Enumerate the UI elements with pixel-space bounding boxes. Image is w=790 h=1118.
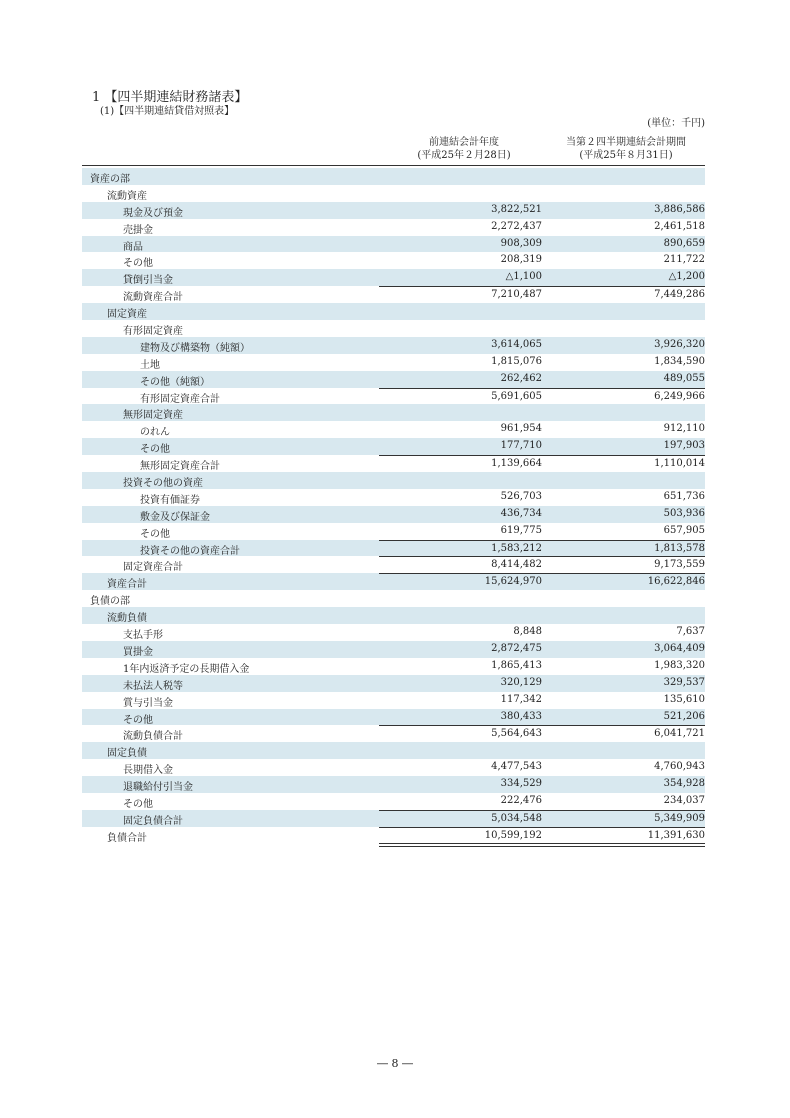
current-period-value: 16,622,846 bbox=[647, 576, 705, 588]
current-period-value: 5,349,909 bbox=[654, 812, 705, 824]
header-divider bbox=[82, 165, 705, 166]
table-row bbox=[82, 236, 705, 253]
prior-year-value: 3,822,521 bbox=[491, 203, 542, 215]
row-label: 負債合計 bbox=[107, 832, 147, 844]
prior-year-value: 222,476 bbox=[500, 794, 542, 806]
row-label: 有形固定資産合計 bbox=[140, 393, 220, 405]
table-row bbox=[82, 810, 705, 827]
row-label: その他 bbox=[123, 258, 153, 270]
table-row bbox=[82, 388, 705, 405]
section-heading: 1 【四半期連結財務諸表】 bbox=[92, 90, 248, 105]
table-row bbox=[82, 506, 705, 523]
row-label: 固定負債合計 bbox=[123, 815, 183, 827]
subtotal-rule bbox=[542, 725, 705, 726]
table-subheading: (1)【四半期連結貸借対照表】 bbox=[100, 106, 235, 117]
table-row bbox=[82, 573, 705, 590]
row-label: 建物及び構築物（純額） bbox=[140, 342, 250, 354]
current-period-value: 3,064,409 bbox=[654, 642, 705, 654]
current-period-value: 329,537 bbox=[663, 676, 705, 688]
prior-year-value: 15,624,970 bbox=[484, 576, 542, 588]
current-period-value: 9,173,559 bbox=[654, 559, 705, 571]
row-label: 敷金及び保証金 bbox=[140, 511, 210, 523]
table-row bbox=[82, 303, 705, 320]
row-label: 貸倒引当金 bbox=[123, 275, 173, 287]
current-period-value: 521,206 bbox=[663, 710, 705, 722]
table-row bbox=[82, 709, 705, 726]
row-label: その他 bbox=[140, 528, 170, 540]
column-header-prior-date: (平成25年２月28日) bbox=[417, 150, 511, 161]
prior-year-value: 1,583,212 bbox=[491, 542, 542, 554]
prior-year-value: 10,599,192 bbox=[484, 829, 542, 841]
table-row bbox=[82, 286, 705, 303]
row-label: その他 bbox=[140, 444, 170, 456]
table-row bbox=[82, 371, 705, 388]
row-label: その他（純額） bbox=[140, 376, 210, 388]
table-row bbox=[82, 404, 705, 421]
table-row bbox=[82, 320, 705, 337]
row-label: 負債の部 bbox=[90, 596, 130, 608]
row-label: 流動負債合計 bbox=[123, 731, 183, 743]
current-period-value: 7,449,286 bbox=[654, 289, 705, 301]
table-row bbox=[82, 540, 705, 557]
subtotal-rule bbox=[542, 556, 705, 557]
table-row bbox=[82, 421, 705, 438]
table-row bbox=[82, 556, 705, 573]
row-label: 流動資産 bbox=[107, 190, 147, 202]
table-row bbox=[82, 252, 705, 269]
column-header-current-title: 当第２四半期連結会計期間 bbox=[566, 137, 686, 148]
prior-year-value: 908,309 bbox=[500, 237, 542, 249]
row-label: 長期借入金 bbox=[123, 765, 173, 777]
table-row bbox=[82, 202, 705, 219]
table-row bbox=[82, 692, 705, 709]
subtotal-rule bbox=[542, 286, 705, 287]
subtotal-rule bbox=[542, 540, 705, 541]
row-label: 固定負債 bbox=[107, 748, 147, 760]
table-row bbox=[82, 759, 705, 776]
table-row bbox=[82, 185, 705, 202]
current-period-value: 651,736 bbox=[663, 490, 705, 502]
row-label: 賞与引当金 bbox=[123, 697, 173, 709]
current-period-value: 6,249,966 bbox=[654, 390, 705, 402]
current-period-value: 3,886,586 bbox=[654, 203, 705, 215]
current-period-value: 11,391,630 bbox=[647, 829, 705, 841]
row-label: 現金及び預金 bbox=[123, 207, 183, 219]
subtotal-rule bbox=[542, 827, 705, 828]
current-period-value: 197,903 bbox=[663, 440, 705, 452]
row-label: 流動負債 bbox=[107, 613, 147, 625]
current-period-value: 890,659 bbox=[663, 237, 705, 249]
row-label: 投資その他の資産合計 bbox=[140, 545, 240, 557]
current-period-value: 234,037 bbox=[663, 794, 705, 806]
table-row bbox=[82, 624, 705, 641]
current-period-value: 1,983,320 bbox=[654, 659, 705, 671]
subtotal-rule bbox=[542, 810, 705, 811]
current-period-value: 354,928 bbox=[663, 778, 705, 790]
subtotal-rule bbox=[379, 455, 542, 456]
current-period-value: 657,905 bbox=[663, 524, 705, 536]
table-row bbox=[82, 472, 705, 489]
total-double-rule bbox=[542, 843, 705, 847]
prior-year-value: 1,139,664 bbox=[491, 458, 542, 470]
row-label: 1年内返済予定の長期借入金 bbox=[123, 663, 250, 675]
prior-year-value: 262,462 bbox=[500, 372, 542, 384]
table-row bbox=[82, 489, 705, 506]
prior-year-value: 1,865,413 bbox=[491, 659, 542, 671]
table-row bbox=[82, 354, 705, 371]
page-number: ― 8 ― bbox=[377, 1057, 413, 1070]
subtotal-rule bbox=[379, 810, 542, 811]
table-row bbox=[82, 219, 705, 236]
row-label: 固定資産合計 bbox=[123, 562, 183, 574]
table-row bbox=[82, 438, 705, 455]
row-label: 商品 bbox=[123, 241, 143, 253]
table-row bbox=[82, 523, 705, 540]
table-row bbox=[82, 337, 705, 354]
prior-year-value: 7,210,487 bbox=[491, 289, 542, 301]
current-period-value: 1,834,590 bbox=[654, 355, 705, 367]
prior-year-value: 526,703 bbox=[500, 490, 542, 502]
subtotal-rule bbox=[379, 556, 542, 557]
column-header-current-date: (平成25年８月31日) bbox=[579, 150, 673, 161]
row-label: 売掛金 bbox=[123, 224, 153, 236]
prior-year-value: 8,414,482 bbox=[491, 559, 542, 571]
subtotal-rule bbox=[379, 573, 542, 574]
current-period-value: 135,610 bbox=[663, 693, 705, 705]
row-label: 資産の部 bbox=[90, 174, 130, 185]
current-period-value: △1,200 bbox=[668, 271, 705, 283]
prior-year-value: 8,848 bbox=[513, 626, 542, 638]
subtotal-rule bbox=[542, 455, 705, 456]
prior-year-value: △1,100 bbox=[505, 271, 542, 283]
table-row bbox=[82, 641, 705, 658]
current-period-value: 6,041,721 bbox=[654, 728, 705, 740]
table-row bbox=[82, 742, 705, 759]
table-row bbox=[82, 590, 705, 607]
unit-label: (単位：千円) bbox=[647, 118, 705, 129]
current-period-value: 4,760,943 bbox=[654, 761, 705, 773]
subtotal-rule bbox=[379, 388, 542, 389]
prior-year-value: 4,477,543 bbox=[491, 761, 542, 773]
row-label: 買掛金 bbox=[123, 646, 153, 658]
subtotal-rule bbox=[379, 286, 542, 287]
prior-year-value: 334,529 bbox=[500, 778, 542, 790]
subtotal-rule bbox=[379, 725, 542, 726]
row-label: 資産合計 bbox=[107, 579, 147, 591]
table-row bbox=[82, 827, 705, 844]
row-label: その他 bbox=[123, 714, 153, 726]
row-label: 投資有価証券 bbox=[140, 494, 200, 506]
table-row bbox=[82, 455, 705, 472]
row-label: 土地 bbox=[140, 359, 160, 371]
current-period-value: 3,926,320 bbox=[654, 338, 705, 350]
row-label: 有形固定資産 bbox=[123, 326, 183, 338]
subtotal-rule bbox=[379, 827, 542, 828]
prior-year-value: 117,342 bbox=[500, 693, 542, 705]
row-label: 支払手形 bbox=[123, 630, 163, 642]
current-period-value: 1,813,578 bbox=[654, 542, 705, 554]
prior-year-value: 208,319 bbox=[500, 254, 542, 266]
prior-year-value: 961,954 bbox=[500, 423, 542, 435]
table-row bbox=[82, 269, 705, 286]
table-row bbox=[82, 658, 705, 675]
balance-sheet-table bbox=[82, 168, 705, 844]
subtotal-rule bbox=[379, 540, 542, 541]
prior-year-value: 177,710 bbox=[500, 440, 542, 452]
prior-year-value: 2,872,475 bbox=[491, 642, 542, 654]
row-label: 無形固定資産 bbox=[123, 410, 183, 422]
table-row bbox=[82, 793, 705, 810]
table-row bbox=[82, 607, 705, 624]
subtotal-rule bbox=[542, 388, 705, 389]
row-label: その他 bbox=[123, 798, 153, 810]
prior-year-value: 380,433 bbox=[500, 710, 542, 722]
subtotal-rule bbox=[542, 573, 705, 574]
table-row bbox=[82, 776, 705, 793]
prior-year-value: 320,129 bbox=[500, 676, 542, 688]
current-period-value: 489,055 bbox=[663, 372, 705, 384]
row-label: 固定資産 bbox=[107, 309, 147, 321]
column-header-prior-title: 前連結会計年度 bbox=[429, 137, 499, 148]
prior-year-value: 436,734 bbox=[500, 507, 542, 519]
table-row bbox=[82, 675, 705, 692]
prior-year-value: 619,775 bbox=[500, 524, 542, 536]
column-header-prior bbox=[384, 136, 544, 162]
current-period-value: 1,110,014 bbox=[654, 458, 705, 470]
row-label: 投資その他の資産 bbox=[123, 478, 203, 490]
prior-year-value: 3,614,065 bbox=[491, 338, 542, 350]
prior-year-value: 5,564,643 bbox=[491, 728, 542, 740]
current-period-value: 2,461,518 bbox=[654, 220, 705, 232]
row-label: 未払法人税等 bbox=[123, 680, 183, 692]
table-row bbox=[82, 168, 705, 185]
total-double-rule bbox=[379, 843, 542, 847]
current-period-value: 7,637 bbox=[676, 626, 705, 638]
prior-year-value: 1,815,076 bbox=[491, 355, 542, 367]
row-label: のれん bbox=[140, 427, 170, 439]
prior-year-value: 5,034,548 bbox=[491, 812, 542, 824]
prior-year-value: 5,691,605 bbox=[491, 390, 542, 402]
current-period-value: 211,722 bbox=[663, 254, 705, 266]
current-period-value: 912,110 bbox=[663, 423, 705, 435]
row-label: 退職給付引当金 bbox=[123, 782, 193, 794]
row-label: 無形固定資産合計 bbox=[140, 461, 220, 473]
current-period-value: 503,936 bbox=[663, 507, 705, 519]
column-header-current bbox=[546, 136, 706, 162]
prior-year-value: 2,272,437 bbox=[491, 220, 542, 232]
table-row bbox=[82, 725, 705, 742]
row-label: 流動資産合計 bbox=[123, 292, 183, 304]
